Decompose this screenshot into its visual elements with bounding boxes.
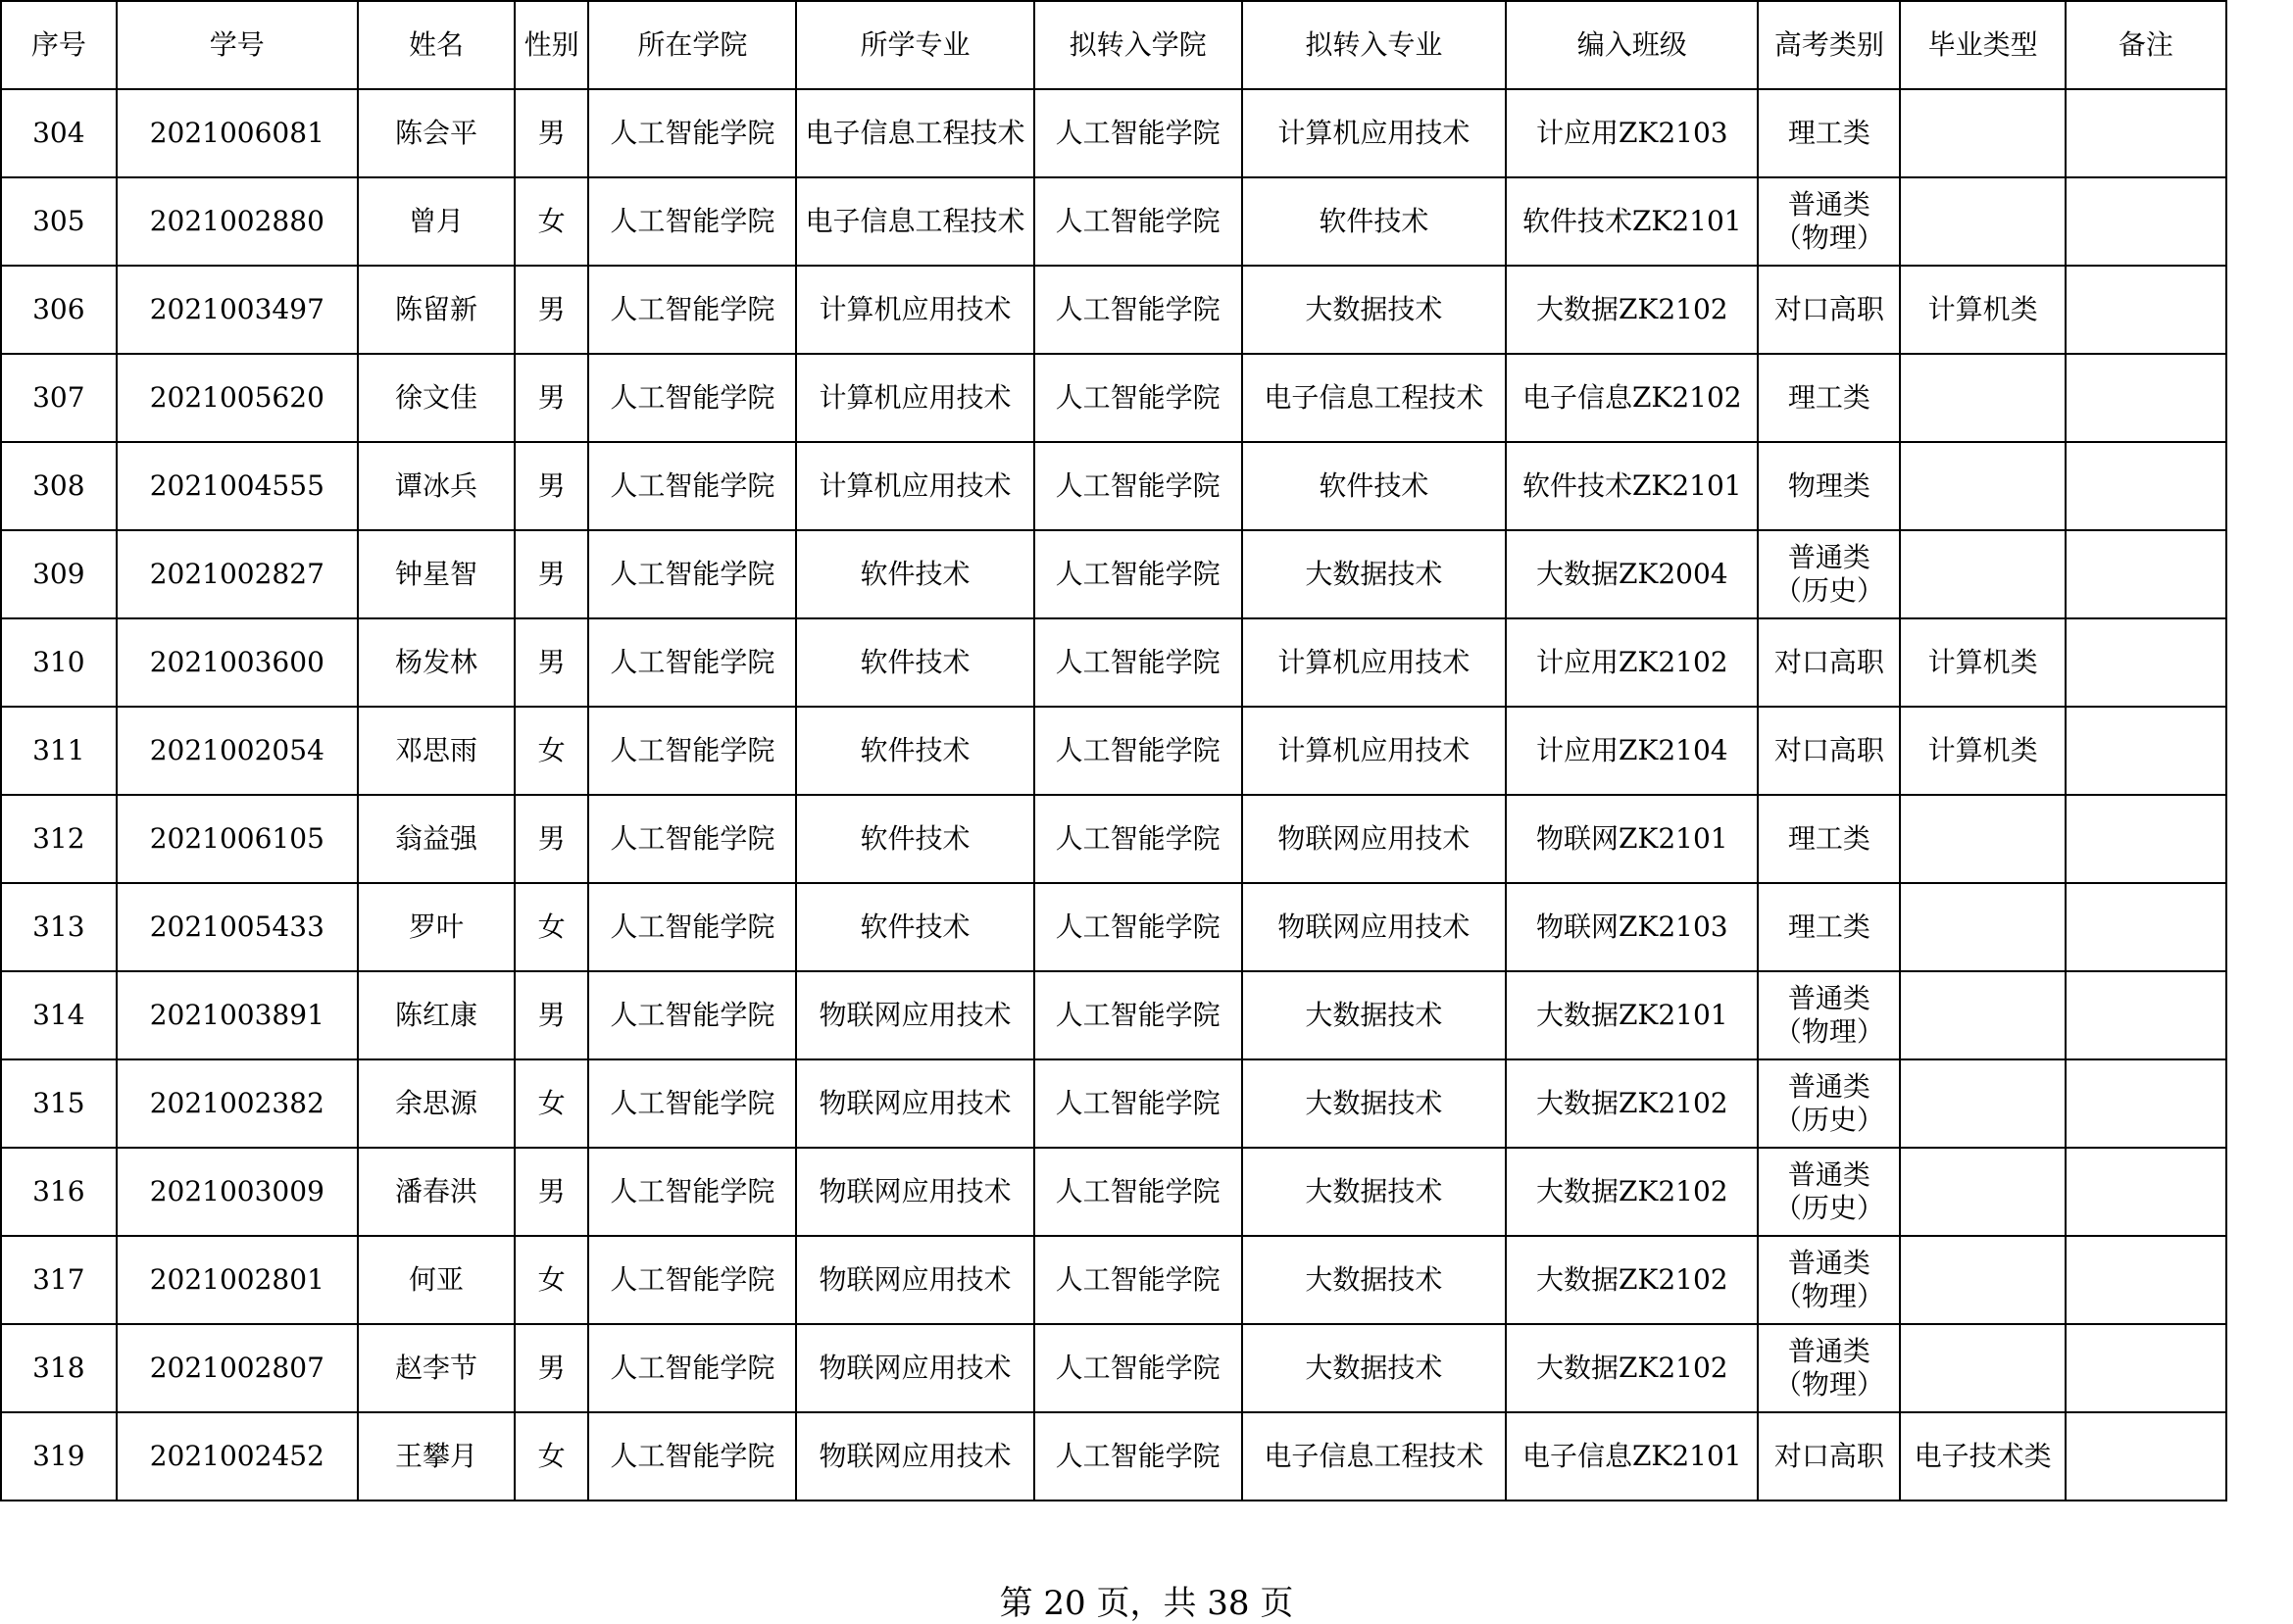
name-cell: 陈留新	[358, 266, 515, 354]
current-major-cell: 软件技术	[796, 530, 1033, 618]
current-college-cell: 人工智能学院	[588, 1059, 796, 1148]
gender-cell: 女	[515, 1236, 588, 1324]
gender-cell: 女	[515, 707, 588, 795]
current-college-cell: 人工智能学院	[588, 618, 796, 707]
name-cell: 赵李节	[358, 1324, 515, 1412]
index-cell: 319	[1, 1412, 117, 1501]
gender-cell: 男	[515, 795, 588, 883]
name-cell: 余思源	[358, 1059, 515, 1148]
student-id-cell: 2021002054	[117, 707, 358, 795]
name-cell: 谭冰兵	[358, 442, 515, 530]
col-graduation-type-header: 毕业类型	[1900, 1, 2065, 89]
index-cell: 308	[1, 442, 117, 530]
index-cell: 309	[1, 530, 117, 618]
target-major-cell: 计算机应用技术	[1242, 618, 1507, 707]
current-college-cell: 人工智能学院	[588, 971, 796, 1059]
col-target-major-header: 拟转入专业	[1242, 1, 1507, 89]
target-major-cell: 软件技术	[1242, 442, 1507, 530]
name-cell: 潘春洪	[358, 1148, 515, 1236]
col-gender-header: 性别	[515, 1, 588, 89]
name-cell: 邓思雨	[358, 707, 515, 795]
current-major-cell: 软件技术	[796, 707, 1033, 795]
gender-cell: 男	[515, 89, 588, 177]
target-major-cell: 计算机应用技术	[1242, 89, 1507, 177]
target-major-cell: 大数据技术	[1242, 530, 1507, 618]
graduation-type-cell: 计算机类	[1900, 266, 2065, 354]
gender-cell: 男	[515, 1148, 588, 1236]
graduation-type-cell	[1900, 883, 2065, 971]
table-header	[1, 1, 2226, 89]
gender-cell: 女	[515, 883, 588, 971]
exam-category-cell: 理工类	[1758, 795, 1900, 883]
class-cell: 大数据ZK2102	[1506, 1324, 1758, 1412]
target-major-cell: 大数据技术	[1242, 266, 1507, 354]
target-college-cell: 人工智能学院	[1034, 1412, 1242, 1501]
current-major-cell: 物联网应用技术	[796, 1148, 1033, 1236]
index-cell: 306	[1, 266, 117, 354]
current-college-cell: 人工智能学院	[588, 1324, 796, 1412]
index-cell: 304	[1, 89, 117, 177]
current-college-cell: 人工智能学院	[588, 795, 796, 883]
class-cell: 电子信息ZK2101	[1506, 1412, 1758, 1501]
target-college-cell: 人工智能学院	[1034, 89, 1242, 177]
table-row	[1, 883, 2226, 971]
graduation-type-cell	[1900, 177, 2065, 266]
col-target-college-header: 拟转入学院	[1034, 1, 1242, 89]
page-number: 第 20 页，共 38 页	[999, 1584, 1294, 1623]
target-major-cell: 大数据技术	[1242, 1059, 1507, 1148]
remarks-cell	[2066, 1059, 2226, 1148]
table-row	[1, 1059, 2226, 1148]
student-id-cell: 2021005433	[117, 883, 358, 971]
student-id-cell: 2021002807	[117, 1324, 358, 1412]
index-cell: 313	[1, 883, 117, 971]
current-college-cell: 人工智能学院	[588, 266, 796, 354]
student-id-cell: 2021003891	[117, 971, 358, 1059]
student-id-cell: 2021003009	[117, 1148, 358, 1236]
name-cell: 杨发林	[358, 618, 515, 707]
name-cell: 陈会平	[358, 89, 515, 177]
gender-cell: 男	[515, 442, 588, 530]
target-college-cell: 人工智能学院	[1034, 442, 1242, 530]
class-cell: 计应用ZK2103	[1506, 89, 1758, 177]
exam-category-cell: 普通类（历史）	[1758, 1148, 1900, 1236]
current-major-cell: 物联网应用技术	[796, 1059, 1033, 1148]
name-cell: 翁益强	[358, 795, 515, 883]
class-cell: 计应用ZK2102	[1506, 618, 1758, 707]
name-cell: 罗叶	[358, 883, 515, 971]
gender-cell: 女	[515, 177, 588, 266]
name-cell: 何亚	[358, 1236, 515, 1324]
exam-category-cell: 理工类	[1758, 883, 1900, 971]
table-row	[1, 530, 2226, 618]
target-college-cell: 人工智能学院	[1034, 883, 1242, 971]
col-name-header: 姓名	[358, 1, 515, 89]
remarks-cell	[2066, 442, 2226, 530]
exam-category-cell: 物理类	[1758, 442, 1900, 530]
graduation-type-cell	[1900, 795, 2065, 883]
exam-category-cell: 对口高职	[1758, 266, 1900, 354]
remarks-cell	[2066, 177, 2226, 266]
current-college-cell: 人工智能学院	[588, 707, 796, 795]
current-college-cell: 人工智能学院	[588, 883, 796, 971]
current-major-cell: 计算机应用技术	[796, 354, 1033, 442]
col-student-id-header: 学号	[117, 1, 358, 89]
exam-category-cell: 对口高职	[1758, 707, 1900, 795]
index-cell: 314	[1, 971, 117, 1059]
target-major-cell: 物联网应用技术	[1242, 795, 1507, 883]
current-college-cell: 人工智能学院	[588, 177, 796, 266]
target-college-cell: 人工智能学院	[1034, 266, 1242, 354]
target-college-cell: 人工智能学院	[1034, 530, 1242, 618]
exam-category-cell: 普通类（物理）	[1758, 1236, 1900, 1324]
name-cell: 王攀月	[358, 1412, 515, 1501]
table-body	[1, 89, 2226, 1501]
remarks-cell	[2066, 795, 2226, 883]
name-cell: 徐文佳	[358, 354, 515, 442]
class-cell: 电子信息ZK2102	[1506, 354, 1758, 442]
target-major-cell: 计算机应用技术	[1242, 707, 1507, 795]
current-major-cell: 物联网应用技术	[796, 1324, 1033, 1412]
remarks-cell	[2066, 530, 2226, 618]
class-cell: 物联网ZK2103	[1506, 883, 1758, 971]
graduation-type-cell	[1900, 530, 2065, 618]
student-id-cell: 2021002801	[117, 1236, 358, 1324]
class-cell: 大数据ZK2101	[1506, 971, 1758, 1059]
target-college-cell: 人工智能学院	[1034, 618, 1242, 707]
table-row	[1, 442, 2226, 530]
student-id-cell: 2021002880	[117, 177, 358, 266]
current-major-cell: 物联网应用技术	[796, 1412, 1033, 1501]
index-cell: 312	[1, 795, 117, 883]
target-major-cell: 大数据技术	[1242, 1324, 1507, 1412]
current-major-cell: 软件技术	[796, 618, 1033, 707]
col-index-header: 序号	[1, 1, 117, 89]
col-remarks-header: 备注	[2066, 1, 2226, 89]
col-class-header: 编入班级	[1506, 1, 1758, 89]
table-row	[1, 1324, 2226, 1412]
index-cell: 311	[1, 707, 117, 795]
graduation-type-cell: 计算机类	[1900, 707, 2065, 795]
target-college-cell: 人工智能学院	[1034, 795, 1242, 883]
target-college-cell: 人工智能学院	[1034, 1059, 1242, 1148]
graduation-type-cell	[1900, 1236, 2065, 1324]
table-row	[1, 971, 2226, 1059]
current-college-cell: 人工智能学院	[588, 1148, 796, 1236]
student-id-cell: 2021006081	[117, 89, 358, 177]
table-row	[1, 795, 2226, 883]
exam-category-cell: 普通类（物理）	[1758, 177, 1900, 266]
exam-category-cell: 普通类（历史）	[1758, 530, 1900, 618]
graduation-type-cell	[1900, 442, 2065, 530]
current-college-cell: 人工智能学院	[588, 354, 796, 442]
target-major-cell: 电子信息工程技术	[1242, 1412, 1507, 1501]
table-row	[1, 1236, 2226, 1324]
col-exam-category-header: 高考类别	[1758, 1, 1900, 89]
exam-category-cell: 理工类	[1758, 354, 1900, 442]
graduation-type-cell	[1900, 1148, 2065, 1236]
remarks-cell	[2066, 1412, 2226, 1501]
current-major-cell: 软件技术	[796, 795, 1033, 883]
target-major-cell: 大数据技术	[1242, 971, 1507, 1059]
current-major-cell: 物联网应用技术	[796, 971, 1033, 1059]
table-row	[1, 354, 2226, 442]
target-college-cell: 人工智能学院	[1034, 971, 1242, 1059]
graduation-type-cell	[1900, 971, 2065, 1059]
student-id-cell: 2021005620	[117, 354, 358, 442]
class-cell: 大数据ZK2102	[1506, 1236, 1758, 1324]
target-major-cell: 物联网应用技术	[1242, 883, 1507, 971]
target-major-cell: 软件技术	[1242, 177, 1507, 266]
table-row	[1, 89, 2226, 177]
gender-cell: 男	[515, 1324, 588, 1412]
class-cell: 大数据ZK2102	[1506, 1148, 1758, 1236]
index-cell: 310	[1, 618, 117, 707]
target-college-cell: 人工智能学院	[1034, 1148, 1242, 1236]
graduation-type-cell: 计算机类	[1900, 618, 2065, 707]
col-current-major-header: 所学专业	[796, 1, 1033, 89]
gender-cell: 男	[515, 530, 588, 618]
current-major-cell: 电子信息工程技术	[796, 89, 1033, 177]
target-college-cell: 人工智能学院	[1034, 354, 1242, 442]
remarks-cell	[2066, 1324, 2226, 1412]
table-row	[1, 266, 2226, 354]
target-college-cell: 人工智能学院	[1034, 1324, 1242, 1412]
table-row	[1, 707, 2226, 795]
target-college-cell: 人工智能学院	[1034, 1236, 1242, 1324]
remarks-cell	[2066, 1236, 2226, 1324]
exam-category-cell: 普通类（物理）	[1758, 971, 1900, 1059]
student-id-cell: 2021002827	[117, 530, 358, 618]
index-cell: 307	[1, 354, 117, 442]
target-college-cell: 人工智能学院	[1034, 707, 1242, 795]
remarks-cell	[2066, 89, 2226, 177]
graduation-type-cell: 电子技术类	[1900, 1412, 2065, 1501]
current-college-cell: 人工智能学院	[588, 89, 796, 177]
header-row	[1, 1, 2226, 89]
name-cell: 钟星智	[358, 530, 515, 618]
remarks-cell	[2066, 1148, 2226, 1236]
col-current-college-header: 所在学院	[588, 1, 796, 89]
student-id-cell: 2021004555	[117, 442, 358, 530]
gender-cell: 男	[515, 971, 588, 1059]
table-row	[1, 618, 2226, 707]
remarks-cell	[2066, 707, 2226, 795]
current-major-cell: 物联网应用技术	[796, 1236, 1033, 1324]
index-cell: 318	[1, 1324, 117, 1412]
target-major-cell: 大数据技术	[1242, 1148, 1507, 1236]
graduation-type-cell	[1900, 1324, 2065, 1412]
index-cell: 317	[1, 1236, 117, 1324]
gender-cell: 女	[515, 1059, 588, 1148]
class-cell: 大数据ZK2004	[1506, 530, 1758, 618]
remarks-cell	[2066, 354, 2226, 442]
exam-category-cell: 理工类	[1758, 89, 1900, 177]
student-id-cell: 2021002382	[117, 1059, 358, 1148]
class-cell: 软件技术ZK2101	[1506, 177, 1758, 266]
student-id-cell: 2021003600	[117, 618, 358, 707]
class-cell: 物联网ZK2101	[1506, 795, 1758, 883]
current-major-cell: 电子信息工程技术	[796, 177, 1033, 266]
index-cell: 305	[1, 177, 117, 266]
current-major-cell: 软件技术	[796, 883, 1033, 971]
gender-cell: 女	[515, 1412, 588, 1501]
current-college-cell: 人工智能学院	[588, 442, 796, 530]
class-cell: 大数据ZK2102	[1506, 1059, 1758, 1148]
index-cell: 315	[1, 1059, 117, 1148]
student-id-cell: 2021002452	[117, 1412, 358, 1501]
current-college-cell: 人工智能学院	[588, 1412, 796, 1501]
graduation-type-cell	[1900, 354, 2065, 442]
name-cell: 曾月	[358, 177, 515, 266]
class-cell: 计应用ZK2104	[1506, 707, 1758, 795]
exam-category-cell: 对口高职	[1758, 1412, 1900, 1501]
class-cell: 大数据ZK2102	[1506, 266, 1758, 354]
student-id-cell: 2021003497	[117, 266, 358, 354]
remarks-cell	[2066, 266, 2226, 354]
graduation-type-cell	[1900, 89, 2065, 177]
table-row	[1, 1148, 2226, 1236]
current-college-cell: 人工智能学院	[588, 1236, 796, 1324]
current-college-cell: 人工智能学院	[588, 530, 796, 618]
graduation-type-cell	[1900, 1059, 2065, 1148]
target-major-cell: 大数据技术	[1242, 1236, 1507, 1324]
exam-category-cell: 普通类（物理）	[1758, 1324, 1900, 1412]
table-row	[1, 1412, 2226, 1501]
exam-category-cell: 普通类（历史）	[1758, 1059, 1900, 1148]
gender-cell: 男	[515, 354, 588, 442]
gender-cell: 男	[515, 266, 588, 354]
target-college-cell: 人工智能学院	[1034, 177, 1242, 266]
remarks-cell	[2066, 971, 2226, 1059]
class-cell: 软件技术ZK2101	[1506, 442, 1758, 530]
name-cell: 陈红康	[358, 971, 515, 1059]
gender-cell: 男	[515, 618, 588, 707]
remarks-cell	[2066, 618, 2226, 707]
index-cell: 316	[1, 1148, 117, 1236]
exam-category-cell: 对口高职	[1758, 618, 1900, 707]
remarks-cell	[2066, 883, 2226, 971]
student-id-cell: 2021006105	[117, 795, 358, 883]
current-major-cell: 计算机应用技术	[796, 442, 1033, 530]
target-major-cell: 电子信息工程技术	[1242, 354, 1507, 442]
table-row	[1, 177, 2226, 266]
current-major-cell: 计算机应用技术	[796, 266, 1033, 354]
